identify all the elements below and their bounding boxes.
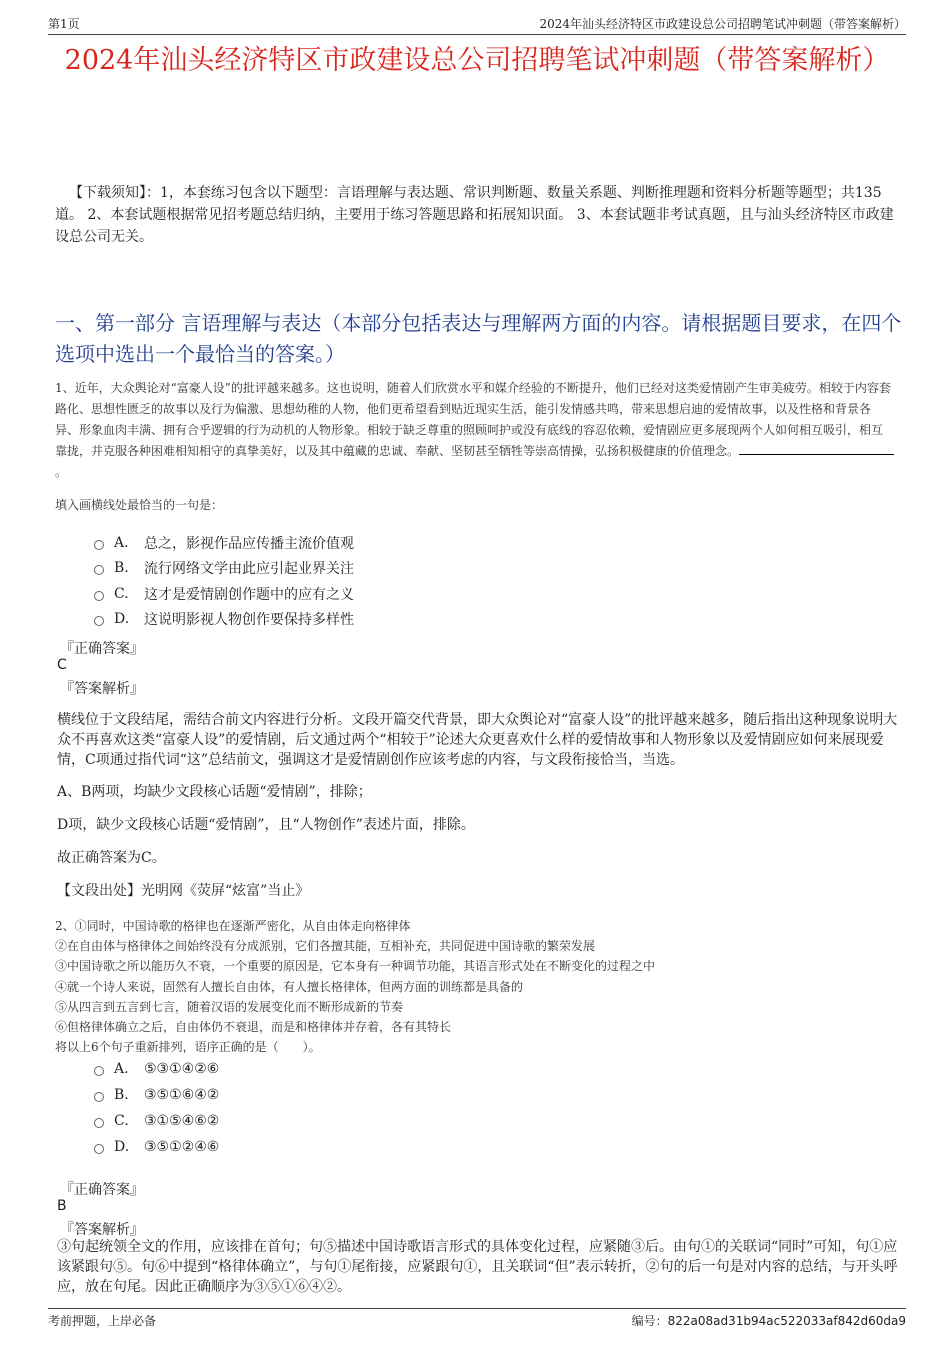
q1-option-c[interactable] (94, 581, 354, 607)
header-doc-title: 2024年汕头经济特区市政建设总公司招聘笔试冲刺题（带答案解析） (539, 17, 906, 31)
footer-code-wrap (632, 1312, 906, 1329)
option-text: 流行网络文学由此应引起业界关注 (144, 561, 354, 578)
q1-option-d[interactable] (94, 607, 354, 633)
option-text: ⑤③①④②⑥ (144, 1061, 220, 1077)
option-text: ③⑤①⑥④② (144, 1087, 220, 1103)
q1-analysis-d: D项，缺少文段核心话题“爱情剧”，且“人物创作”表述片面，排除。 (57, 817, 475, 833)
option-text: ③①⑤④⑥② (144, 1113, 220, 1129)
option-letter: C. (114, 585, 129, 602)
option-letter: D. (114, 611, 130, 628)
q2-line: ⑥但格律体确立之后，自由体仍不衰退，而是和格律体并存着，各有其特长 (55, 1020, 452, 1035)
q2-analysis: ③句起统领全文的作用，应该排在首句；句⑤描述中国诗歌语言形式的具体变化过程，应紧随③后。由句①的关联词“同时”可知，句①应该紧跟句⑤。句⑥中提到“格律体确立”，与句①尾衔接，应紧跟句①，且关联词“但”表示转折，②句的后一句是对内容的总结，与开头呼应，放在句尾。因此正确顺序为③⑤①⑥④②。 (57, 1239, 898, 1295)
footer-code: 822a08ad31b94ac522033af842d60da9 (667, 1314, 906, 1328)
radio-icon[interactable] (94, 565, 104, 575)
q1-option-b[interactable] (94, 556, 354, 582)
q2-line: ②在自由体与格律体之间始终没有分成派别，它们各擅其能，互相补充，共同促进中国诗歌的繁荣发展 (55, 939, 596, 954)
option-text: ③⑤①②④⑥ (144, 1139, 220, 1155)
radio-icon[interactable] (94, 1066, 104, 1076)
option-letter: A. (114, 1061, 129, 1077)
answer-blank (739, 442, 894, 455)
q2-line: ⑤从四言到五言到七言，随着汉语的发展变化而不断形成新的节奏 (55, 999, 404, 1014)
option-letter: B. (114, 560, 129, 577)
q2-line: 将以上6个句子重新排列，语序正确的是（ ）。 (55, 1040, 321, 1055)
option-text: 总之，影视作品应传播主流价值观 (144, 535, 354, 552)
footer-code-label: 编号： (631, 1314, 668, 1328)
radio-icon[interactable] (94, 591, 104, 601)
page-number: 第1页 (48, 17, 80, 31)
q1-answer-label: 『正确答案』 (60, 641, 144, 657)
option-text: 这才是爱情剧创作题中的应有之义 (144, 586, 354, 603)
option-letter: D. (114, 1139, 130, 1155)
q1-analysis-ab: A、B两项，均缺少文段核心话题“爱情剧”，排除； (57, 784, 372, 800)
question-1-end: 。 (55, 465, 68, 479)
question-1-options (94, 530, 354, 632)
radio-icon[interactable] (94, 1118, 104, 1128)
q2-option-a[interactable] (94, 1056, 219, 1082)
download-notice: 【下载须知】：1，本套练习包含以下题型：言语理解与表达题、常识判断题、数量关系题、判断推理题和资料分析题等题型；共135道。 2、本套试题根据常见招考题总结归纳，主要用于练习答题思路和拓展知识面。 3、本套试题非考试真题，且与汕头经济特区市政建设总公司无关。 (55, 185, 894, 245)
option-text: 这说明影视人物创作要保持多样性 (144, 612, 354, 629)
option-letter: C. (114, 1113, 129, 1129)
option-letter: B. (114, 1087, 129, 1103)
q2-option-b[interactable] (94, 1082, 219, 1108)
q2-line: 2、①同时，中国诗歌的格律也在逐渐严密化，从自由体走向格律体 (55, 919, 411, 933)
q2-option-c[interactable] (94, 1108, 219, 1134)
question-2-text (55, 916, 655, 1057)
q2-line: ③中国诗歌之所以能历久不衰，一个重要的原因是，它本身有一种调节功能，其语言形式处在不断变化的过程之中 (55, 959, 656, 974)
q2-answer-label: 『正确答案』 (60, 1182, 144, 1198)
page-footer (48, 1308, 906, 1329)
q1-answer: C (57, 657, 67, 673)
document-title: 2024年汕头经济特区市政建设总公司招聘笔试冲刺题（带答案解析） (64, 45, 890, 76)
q1-option-a[interactable] (94, 530, 354, 556)
radio-icon[interactable] (94, 540, 104, 550)
q1-analysis-conclusion: 故正确答案为C。 (57, 850, 166, 866)
question-1-prompt: 填入画横线处最恰当的一句是： (55, 498, 224, 512)
radio-icon[interactable] (94, 1144, 104, 1154)
q1-source: 【文段出处】光明网《荧屏“炫富”当止》 (57, 883, 310, 899)
q1-analysis-label: 『答案解析』 (60, 681, 144, 697)
q2-option-d[interactable] (94, 1134, 219, 1160)
q2-line: ④就一个诗人来说，固然有人擅长自由体，有人擅长格律体，但两方面的训练都是具备的 (55, 979, 524, 994)
q1-analysis-main: 横线位于文段结尾，需结合前文内容进行分析。文段开篇交代背景，即大众舆论对“富豪人设”的批评越来越多，随后指出这种现象说明大众不再喜欢这类“富豪人设”的爱情剧，后文通过两个“相较于”论述大众更喜欢什么样的爱情故事和人物形象以及爱情剧应如何来展现爱情，C项通过指代词“这”总结前文，强调这才是爱情剧创作应该考虑的内容，与文段衔接恰当，当选。 (57, 712, 898, 768)
option-letter: A. (114, 534, 129, 551)
radio-icon[interactable] (94, 1092, 104, 1102)
footer-slogan: 考前押题，上岸必备 (48, 1314, 157, 1328)
question-1-body: 1、近年，大众舆论对“富豪人设”的批评越来越多。这也说明，随着人们欣赏水平和媒介经验的不断提升，他们已经对这类爱情剧产生审美疲劳。相较于内容套路化、思想性匮乏的故事以及行为偏激、思想幼稚的人物，他们更希望看到贴近现实生活，能引发情感共鸣，带来思想启迪的爱情故事，以及性格和背景各异、形象血肉丰满、拥有合乎逻辑的行为动机的人物形象。相较于缺乏尊重的照顾呵护或没有底线的容忍依赖，爱情剧应更多展现两个人如何相互吸引，相互靠拢，并克服各种困难相知相守的真挚美好，以及其中蕴藏的忠诚、奉献、坚韧甚至牺牲等崇高情操，弘扬积极健康的价值理念。 (55, 381, 891, 458)
question-1-text (55, 378, 894, 483)
section-heading: 一、第一部分 言语理解与表达（本部分包括表达与理解两方面的内容。请根据题目要求，在四个选项中选出一个最恰当的答案。） (55, 311, 902, 366)
question-2-options (94, 1056, 219, 1160)
page-header (48, 10, 906, 35)
radio-icon[interactable] (94, 616, 104, 626)
q2-answer: B (57, 1198, 67, 1214)
q2-analysis-label: 『答案解析』 (60, 1222, 144, 1238)
